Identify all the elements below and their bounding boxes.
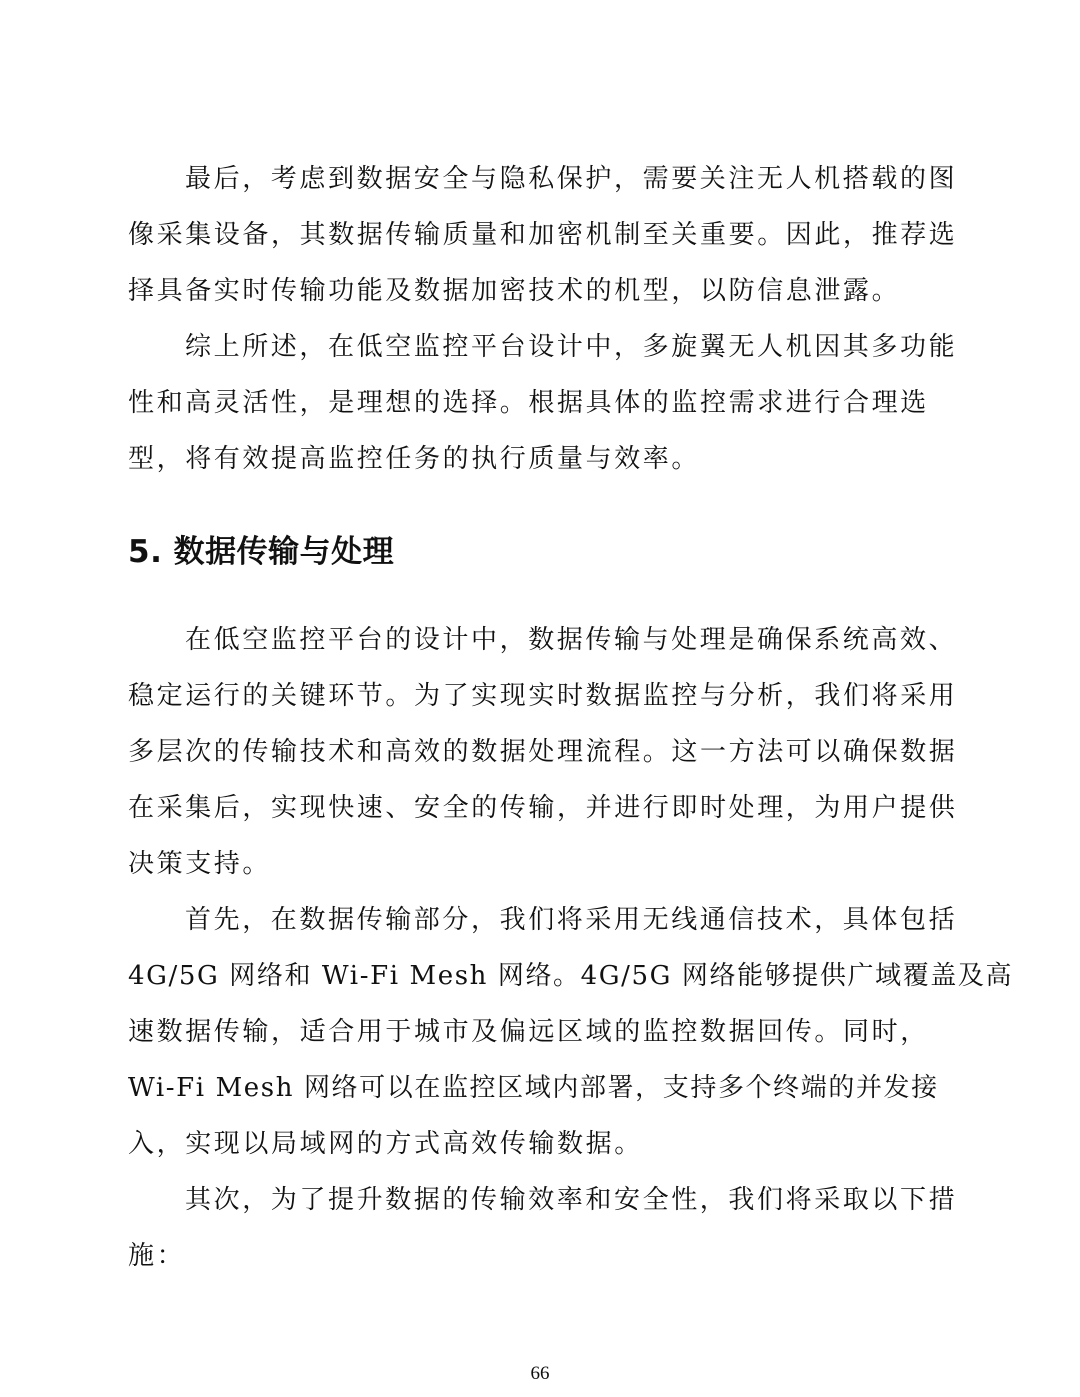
text-line: 入，实现以局域网的方式高效传输数据。	[128, 1129, 643, 1159]
text-line: 型，将有效提高监控任务的执行质量与效率。	[128, 444, 701, 474]
text-line: 多层次的传输技术和高效的数据处理流程。这一方法可以确保数据	[128, 737, 958, 767]
text-line: 综上所述，在低空监控平台设计中，多旋翼无人机因其多功能	[185, 332, 958, 362]
text-line: 速数据传输，适合用于城市及偏远区域的监控数据回传。同时，	[128, 1017, 929, 1047]
text-line: 决策支持。	[128, 849, 272, 879]
text-line: Wi-Fi Mesh 网络可以在监控区域内部署，支持多个终端的并发接	[128, 1073, 939, 1103]
page-number: 66	[530, 1363, 550, 1384]
text-line: 择具备实时传输功能及数据加密技术的机型，以防信息泄露。	[128, 276, 901, 306]
text-line: 在采集后，实现快速、安全的传输，并进行即时处理，为用户提供	[128, 793, 958, 823]
text-line: 首先，在数据传输部分，我们将采用无线通信技术，具体包括	[185, 905, 958, 935]
text-line: 4G/5G 网络和 Wi-Fi Mesh 网络。4G/5G 网络能够提供广域覆盖及高	[128, 961, 1014, 991]
text-line: 其次，为了提升数据的传输效率和安全性，我们将采取以下措	[185, 1185, 958, 1215]
text-line: 最后，考虑到数据安全与隐私保护，需要关注无人机搭载的图	[185, 164, 958, 194]
section-heading: 5. 数据传输与处理	[128, 534, 395, 570]
text-line: 在低空监控平台的设计中，数据传输与处理是确保系统高效、	[185, 625, 958, 655]
text-line: 像采集设备，其数据传输质量和加密机制至关重要。因此，推荐选	[128, 220, 958, 250]
text-line: 稳定运行的关键环节。为了实现实时数据监控与分析，我们将采用	[128, 681, 958, 711]
text-line: 性和高灵活性，是理想的选择。根据具体的监控需求进行合理选	[128, 388, 929, 418]
text-line: 施：	[128, 1241, 186, 1271]
